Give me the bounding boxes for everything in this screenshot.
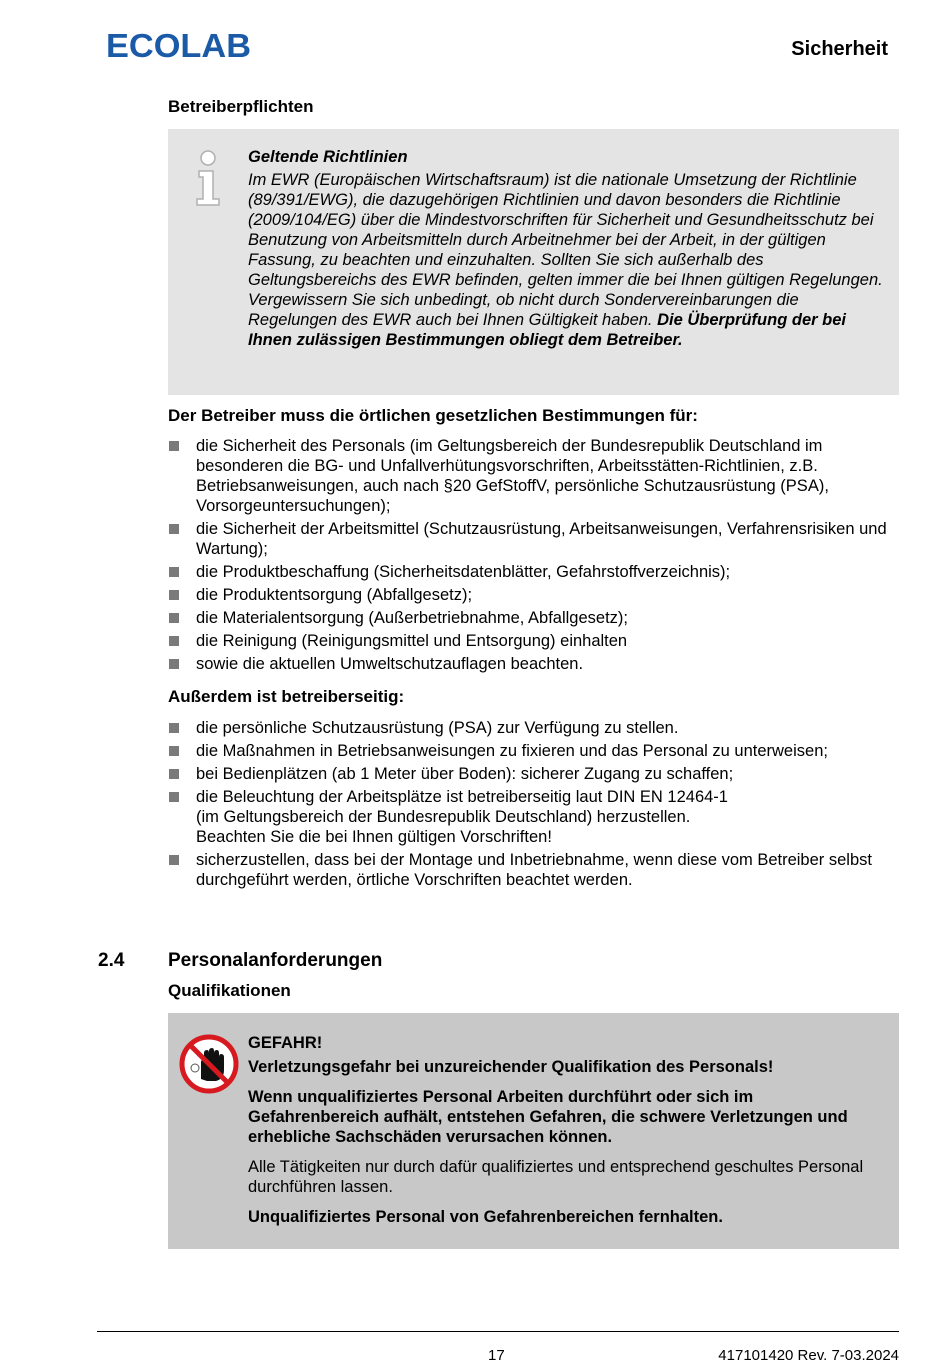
page-number: 17 [488, 1347, 505, 1364]
list2-heading: Außerdem ist betreiberseitig: [168, 687, 405, 706]
note-body-bold: Die Überprüfung der bei Ihnen zulässigen Bestimmungen obliegt dem Betreiber. [248, 311, 846, 349]
list-item: die Beleuchtung der Arbeitsplätze ist betreiberseitig laut DIN EN 12464-1 (im Geltungsbereich der Bundesrepublik Deutschland) herzustellen. Beachten Sie die bei Ihnen gültigen Vorschriften! [168, 787, 903, 847]
list-item: sicherzustellen, dass bei der Montage und Inbetriebnahme, wenn diese vom Betreiber selbst durchgeführt werden, örtliche Vorschriften beachtet werden. [168, 850, 903, 890]
list-item: die Produktentsorgung (Abfallgesetz); [168, 585, 903, 605]
logo-text: ECOLAB [106, 30, 251, 60]
list-item: die Sicherheit der Arbeitsmittel (Schutzausrüstung, Arbeitsanweisungen, Verfahrensrisiken und Wartung); [168, 519, 903, 559]
danger-paragraph-1: Wenn unqualifiziertes Personal Arbeiten durchführt oder sich im Gefahrenbereich aufhält, entstehen Gefahren, die schwere Verletzungen und erhebliche Sachschäden verursachen können. [248, 1088, 848, 1146]
section-title: Personalanforderungen [168, 950, 383, 971]
danger-warning-box [168, 1013, 899, 1249]
danger-paragraph-2: Alle Tätigkeiten nur durch dafür qualifiziertes und entsprechend geschultes Personal durchführen lassen. [248, 1158, 864, 1196]
danger-content [248, 1033, 888, 1237]
list-item: die Maßnahmen in Betriebsanweisungen zu fixieren und das Personal zu unterweisen; [168, 741, 903, 761]
list-item: die persönliche Schutzausrüstung (PSA) zur Verfügung zu stellen. [168, 718, 903, 738]
operator-regulations-list [168, 436, 903, 677]
heading-operator-duties: Betreiberpflichten [168, 97, 314, 116]
note-body: Im EWR (Europäischen Wirtschaftsraum) ist die nationale Umsetzung der Richtlinie (89/391/EWG), die dazugehörigen Richtlinien und davon besonders die Richtlinie (2009/104/EG) über die Mindestvorschriften für Sicherheit und Gesundheitsschutz bei Benutzung von Arbeitsmitteln durch Arbeitnehmer bei der Arbeit, in der gültigen Fassung, zu beachten und einzuhalten. Sollten Sie sich außerhalb des Geltungsbereichs des EWR befinden, gelten immer die bei Ihnen gültigen Regelungen. Vergewissern Sie sich unbedingt, ob nicht durch Sondervereinbarungen die Regelungen des EWR auch bei Ihnen Gültigkeit haben. [248, 171, 883, 329]
info-icon [194, 149, 224, 207]
ecolab-logo [106, 30, 256, 60]
list-item: bei Bedienplätzen (ab 1 Meter über Boden): sicherer Zugang zu schaffen; [168, 764, 903, 784]
danger-headline: Verletzungsgefahr bei unzureichender Qualifikation des Personals! [248, 1058, 774, 1076]
danger-signal-word: GEFAHR! [248, 1034, 323, 1052]
operator-obligations-list [168, 718, 903, 893]
list-item: die Sicherheit des Personals (im Geltungsbereich der Bundesrepublik Deutschland im besonderen die BG- und Unfallverhütungsvorschriften, Arbeitsstätten-Richtlinien, z.B. Betriebsanweisungen, auch nach §20 GefStoffV, persönliche Schutzausrüstung (PSA), Vorsorgeuntersuchungen); [168, 436, 903, 516]
note-title: Geltende Richtlinien [248, 148, 408, 166]
document-reference: 417101420 Rev. 7-03.2024 [718, 1347, 899, 1364]
section-number: 2.4 [98, 950, 125, 971]
note-content [248, 147, 888, 350]
list-item: die Produktbeschaffung (Sicherheitsdatenblätter, Gefahrstoffverzeichnis); [168, 562, 903, 582]
header-section-title: Sicherheit [791, 38, 888, 60]
footer-divider [97, 1331, 899, 1332]
no-access-icon [179, 1034, 239, 1094]
heading-qualifications: Qualifikationen [168, 981, 291, 1000]
list1-heading: Der Betreiber muss die örtlichen gesetzlichen Bestimmungen für: [168, 406, 698, 425]
list-item: die Materialentsorgung (Außerbetriebnahme, Abfallgesetz); [168, 608, 903, 628]
danger-paragraph-3: Unqualifiziertes Personal von Gefahrenbereichen fernhalten. [248, 1208, 723, 1226]
list-item: die Reinigung (Reinigungsmittel und Entsorgung) einhalten [168, 631, 903, 651]
list-item: sowie die aktuellen Umweltschutzauflagen beachten. [168, 654, 903, 674]
info-note-box [168, 129, 899, 395]
